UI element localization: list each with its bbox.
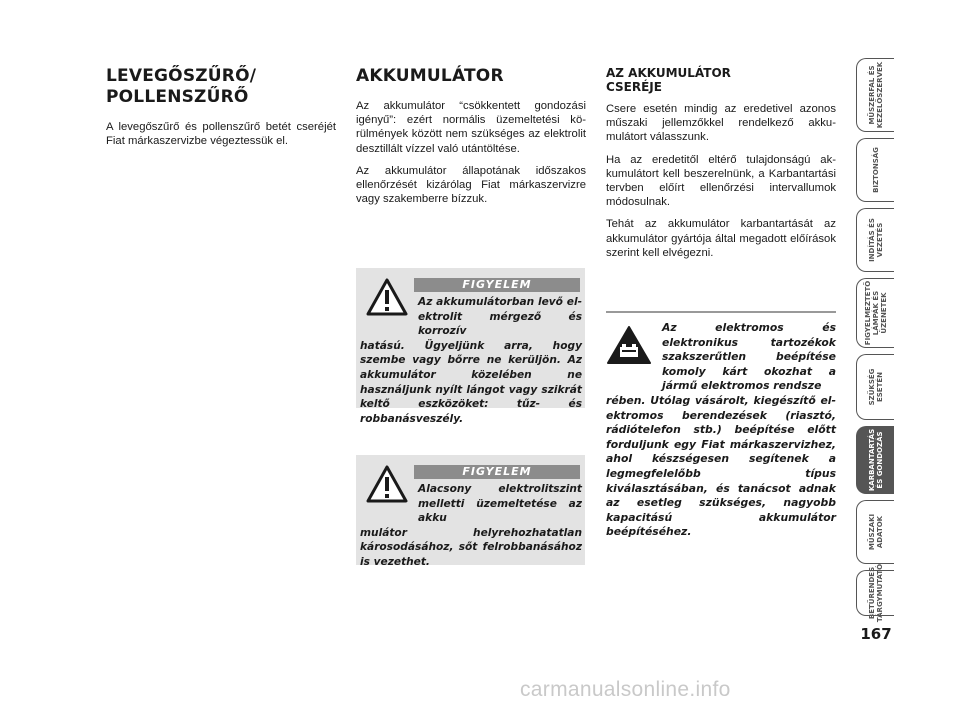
note-text-rest: rében. Utólag vásárolt, kiegészítő elektromos berendezések (riasztó, rádiótelefon stb.) beépítése előtt forduljunk egy Fiat márkaszervizhez, ahol készségesen segítenek a legmegfelelőbb típus kiválasztásában, és tanácsot adnak az esetleg szükséges, nagyobb kapacitású akkumulátor beépítéséhez.: [606, 393, 836, 539]
column-air-filter: [106, 66, 336, 156]
warning-text-rest: mulátor helyrehozhatatlan károsodásához, sőt felrobbanásához is vezethet.: [360, 526, 582, 568]
warning-label-bar: FIGYELEM: [414, 465, 580, 479]
tab-label: MŰSZAKI ADATOK: [867, 513, 884, 551]
column-battery: [356, 66, 586, 214]
warning-text-first: Az akkumulátorban levő elektrolit mérgező és korrozív: [418, 296, 582, 338]
battery-replacement-heading-line2: CSERÉJE: [606, 80, 662, 94]
note-text-first: Az elektromos és elektronikus tartozékok szakszerűtlen beépítése komoly kárt okozhat a jármű elektromos rendsze: [662, 321, 836, 393]
warning-box-electrolyte: [356, 268, 585, 425]
tab-emergency[interactable]: [856, 354, 894, 420]
air-filter-heading-line1: LEVEGŐSZŰRŐ/: [106, 66, 257, 86]
warning-text: [360, 482, 582, 570]
warning-label-bar: FIGYELEM: [414, 278, 580, 292]
tab-label: INDÍTÁS ÉS VEZETÉS: [867, 218, 884, 262]
tab-starting-driving[interactable]: [856, 208, 894, 272]
note-box-electrical: [606, 311, 836, 539]
tab-label: BETŰRENDES TÁRGYMUTATÓ: [867, 563, 884, 623]
column-battery-replacement: [606, 66, 836, 268]
replacement-paragraph-2: Ha az eredetitől eltérő tulajdonságú akkumulátort kell beszerelnünk, a Karbantartási tervben előírt ellenőrzési intervallumok módosulnak.: [606, 153, 836, 209]
warning-text-first: Alacsony elektrolitszint melletti üzemeltetése az akku: [418, 483, 582, 525]
battery-heading: AKKUMULÁTOR: [356, 66, 504, 86]
warning-box-low-electrolyte: [356, 455, 585, 568]
note-text: [606, 321, 836, 540]
battery-replacement-heading-line1: AZ AKKUMULÁTOR: [606, 66, 731, 80]
tab-label: FIGYELMEZTETŐ LÁMPÁK ÉS ÜZENETEK: [863, 280, 888, 346]
air-filter-paragraph: A levegőszűrő és pollenszűrő betét cseréjét Fiat márkaszervizbe végeztessük el.: [106, 121, 336, 148]
battery-paragraph-2: Az akkumulátor állapotának időszakos ellenőrzését kizárólag Fiat márkaszervizre vagy szakemberre bízzuk.: [356, 164, 586, 206]
air-filter-heading-line2: POLLENSZŰRŐ: [106, 87, 249, 107]
tab-maintenance[interactable]: [856, 426, 894, 494]
page-number: 167: [860, 625, 892, 643]
air-filter-heading: [106, 66, 336, 108]
tab-technical-data[interactable]: [856, 500, 894, 564]
tab-warning-lights[interactable]: [856, 278, 894, 348]
tab-label: MŰSZERFAL ÉS KEZELŐSZERVEK: [867, 61, 884, 129]
tab-label: KARBANTARTÁS ÉS GONDOZÁS: [867, 428, 884, 492]
tab-dashboard-controls[interactable]: [856, 58, 894, 132]
warning-text: [360, 295, 582, 426]
battery-paragraph-1: Az akkumulátor “csökkentett gondozási igényű”: ezért normális üzemeltetési körülmények között nem szükséges az elektrolit desztillált vízzel való utántöltése.: [356, 100, 586, 155]
warning-text-rest: hatású. Ügyeljünk arra, hogy szembe vagy bőrre ne kerüljön. Az akkumulátor közelében ne használjunk nyílt lángot vagy szikrát keltő eszközöket: tűz- és robbanásveszély.: [360, 339, 582, 425]
tab-safety[interactable]: [856, 138, 894, 202]
tab-label: BIZTONSÁG: [871, 147, 880, 193]
tab-index[interactable]: [856, 563, 894, 623]
watermark: carmanualsonline.info: [520, 678, 731, 701]
replacement-paragraph-3: Tehát az akkumulátor karbantartását az akkumulátor gyártója által megadott előírások szerint kell elvégezni.: [606, 218, 836, 259]
battery-replacement-heading: [606, 66, 836, 94]
tab-label: SZÜKSÉG ESETÉN: [867, 368, 884, 406]
replacement-paragraph-1: Csere esetén mindig az eredetivel azonos műszaki jellemzőkkel rendelkező akkumulátort válasszunk.: [606, 103, 836, 144]
